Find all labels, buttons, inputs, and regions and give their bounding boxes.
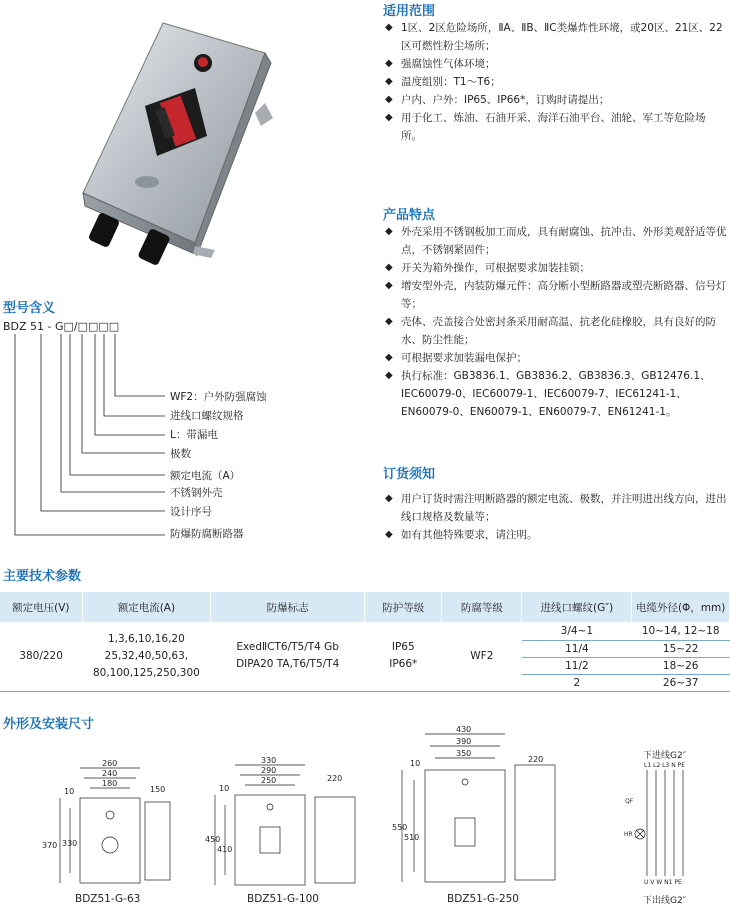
wiring-diagram <box>622 758 717 888</box>
dim-text: 430 <box>456 725 472 734</box>
dim-text: 290 <box>261 766 277 775</box>
dim-text: 220 <box>327 774 343 783</box>
legend-item: 不锈钢外壳 <box>170 487 223 499</box>
features-list <box>385 223 727 421</box>
corrosion-cell: WF2 <box>442 622 522 691</box>
voltage-cell: 380/220 <box>0 622 82 691</box>
list-item: ◆ 增安型外壳，内装防爆元件：高分断小型断路器或塑壳断路器、信号灯等； <box>385 277 727 313</box>
dim-text: 370 <box>42 841 58 850</box>
thread-cell: 2 <box>522 674 632 691</box>
ip-cell: IP65 IP66* <box>365 622 442 691</box>
scope-heading: 适用范围 <box>383 4 436 19</box>
list-item: ◆ 开关为箱外操作，可根据要求加装挂锁； <box>385 259 727 277</box>
legend-item: 设计序号 <box>170 506 212 518</box>
dim-text: 330 <box>62 839 78 848</box>
list-item: ◆ 可根据要求加装漏电保护； <box>385 349 727 367</box>
col-header: 电缆外径(Φ，mm) <box>632 592 730 622</box>
list-item: ◆ 如有其他特殊要求，请注明。 <box>385 526 727 544</box>
scope-list <box>385 19 723 145</box>
list-item: ◆ 1区、2区危险场所，ⅡA、ⅡB、ⅡC类爆炸性环境，或20区、21区、22区可燃性粉尘场所； <box>385 19 723 55</box>
hr-label: HR <box>624 831 633 838</box>
drawing-bdz51-g-250 <box>390 720 570 893</box>
terminal-labels: U V W N1 PE <box>644 879 682 886</box>
current-cell: 1,3,6,10,16,20 25,32,40,50,63, 80,100,125,250,300 <box>82 622 210 691</box>
thread-cell: 11/2 <box>522 657 632 674</box>
ordering-list <box>385 490 727 544</box>
list-item: ◆ 壳体、壳盖接合处密封条采用耐高温、抗老化硅橡胶，具有良好的防水、防尘性能； <box>385 313 727 349</box>
list-item: ◆ 用于化工、炼油、石油开采、海洋石油平台、油轮、军工等危险场所。 <box>385 109 723 145</box>
list-item: ◆ 执行标准：GB3836.1、GB3836.2、GB3836.3、GB12476.1、IEC60079-0、IEC60079-1、IEC60079-7、IEC61241-1、EN60079-0、EN60079-1、EN60079-7、EN61241-1。 <box>385 367 727 421</box>
dimensions-heading: 外形及安装尺寸 <box>3 717 95 732</box>
col-header: 额定电压(V) <box>0 592 82 622</box>
dim-text: 350 <box>456 749 472 758</box>
dim-text: 550 <box>392 823 408 832</box>
qf-label: QF <box>625 798 634 805</box>
dim-text: 390 <box>456 737 472 746</box>
dim-text: 510 <box>404 833 420 842</box>
drawing-caption: BDZ51-G-100 <box>247 893 319 905</box>
col-header: 额定电流(A) <box>82 592 210 622</box>
list-item: ◆ 户内、户外：IP65、IP66*，订购时请提出； <box>385 91 723 109</box>
legend-item: L：带漏电 <box>170 429 218 441</box>
model-heading: 型号含义 <box>3 301 56 316</box>
wiring-bottom-label: 下出线G2″ <box>643 896 687 906</box>
cable-cell: 26~37 <box>632 674 730 691</box>
dim-text: 330 <box>261 757 277 765</box>
thread-cell: 3/4~1 <box>522 622 632 640</box>
dim-text: 180 <box>102 779 118 788</box>
dim-text: 10 <box>219 784 230 793</box>
dim-text: 10 <box>410 759 421 768</box>
dim-text: 410 <box>217 845 233 854</box>
legend-item: WF2：户外防强腐蚀 <box>170 391 267 403</box>
model-leader-lines <box>0 330 175 545</box>
dim-text: 150 <box>150 785 166 794</box>
wiring-top-label: 下进线G2″ <box>643 751 687 761</box>
list-item: ◆ 外壳采用不锈钢板加工而成，具有耐腐蚀、抗冲击、外形美观舒适等优点，不锈钢紧固件； <box>385 223 727 259</box>
list-item: ◆ 用户订货时需注明断路器的额定电流、极数，并注明进出线方向，进出线口规格及数量等； <box>385 490 727 526</box>
thread-cell: 11/4 <box>522 640 632 657</box>
cable-cell: 10~14, 12~18 <box>632 622 730 640</box>
legend-item: 极数 <box>170 448 191 460</box>
col-header: 防腐等级 <box>442 592 522 622</box>
list-item: ◆ 温度组别：T1～T6； <box>385 73 723 91</box>
dim-text: 240 <box>102 769 118 778</box>
model-code: BDZ 51 - G□/□□□□ <box>3 320 120 333</box>
dim-text: 450 <box>205 835 221 844</box>
col-header: 进线口螺纹(G″) <box>522 592 632 622</box>
drawing-bdz51-g-100 <box>205 757 370 895</box>
cable-cell: 15~22 <box>632 640 730 657</box>
drawing-caption: BDZ51-G-250 <box>447 893 519 905</box>
features-heading: 产品特点 <box>383 208 436 223</box>
cable-cell: 18~26 <box>632 657 730 674</box>
dim-text: 260 <box>102 760 118 768</box>
col-header: 防爆标志 <box>211 592 365 622</box>
drawing-caption: BDZ51-G-63 <box>75 893 141 905</box>
legend-item: 进线口螺纹规格 <box>170 410 244 422</box>
dim-text: 220 <box>528 755 544 764</box>
product-photo <box>75 18 275 273</box>
drawing-bdz51-g-63 <box>40 760 180 895</box>
list-item: ◆ 强腐蚀性气体环境； <box>385 55 723 73</box>
terminal-labels: L1 L2 L3 N PE <box>644 762 686 769</box>
specs-heading: 主要技术参数 <box>3 569 82 584</box>
legend-item: 防爆防腐断路器 <box>170 528 244 540</box>
col-header: 防护等级 <box>365 592 442 622</box>
legend-item: 额定电流（A） <box>170 470 241 482</box>
dim-text: 10 <box>64 787 75 796</box>
ordering-heading: 订货须知 <box>383 467 436 482</box>
ex-mark-cell: ExedⅡCT6/T5/T4 Gb DIPA20 TA,T6/T5/T4 <box>211 622 365 691</box>
dim-text: 250 <box>261 776 277 785</box>
specs-table <box>0 592 730 692</box>
